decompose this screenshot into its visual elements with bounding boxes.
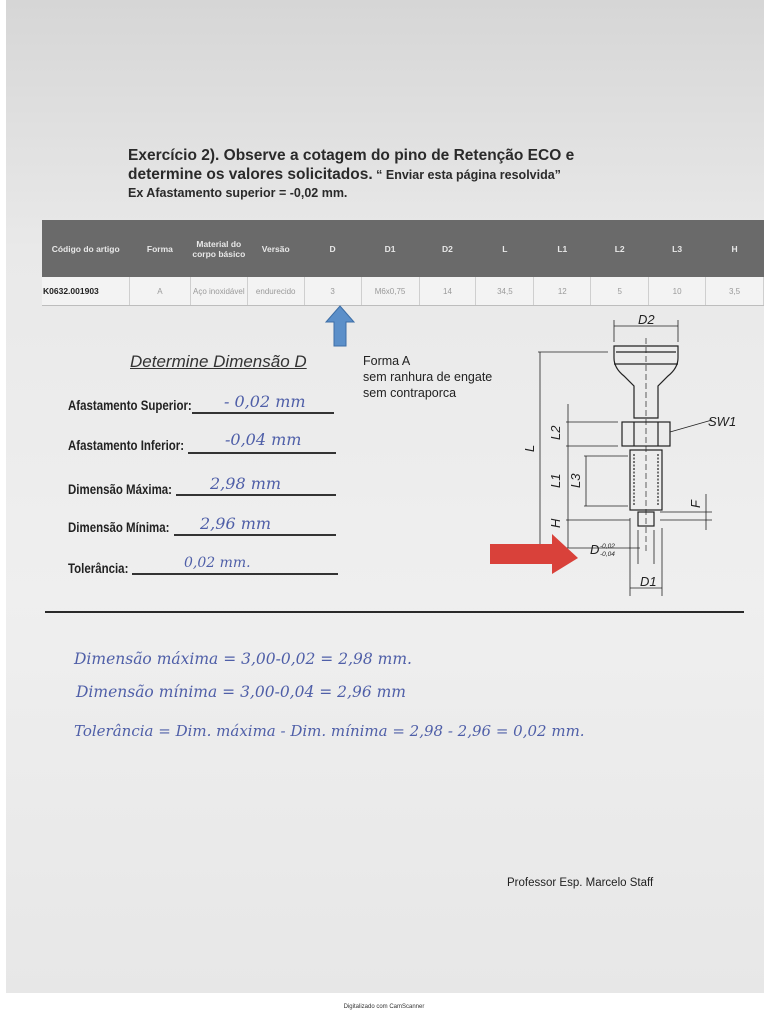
- drawing-label-l1: L1: [548, 473, 563, 488]
- signature: Professor Esp. Marcelo Staff: [507, 877, 654, 889]
- answer-value-tolerance: 0,02 mm.: [184, 555, 251, 571]
- answer-value-max-dimension: 2,98 mm: [210, 474, 282, 493]
- header-material: Material do corpo básico: [190, 220, 247, 277]
- drawing-label-d2: D2: [638, 312, 655, 327]
- answer-value-lower-deviation: -0,04 mm: [225, 430, 302, 449]
- drawing-label-l: L: [522, 444, 537, 452]
- answer-label-max-dimension: Dimensão Máxima:: [68, 481, 172, 497]
- cell-l2: 5: [591, 277, 649, 306]
- drawing-label-d-lower-tolerance: -0,04: [600, 551, 615, 558]
- cell-d1: M6x0,75: [361, 277, 419, 306]
- answer-value-upper-deviation: - 0,02 mm: [224, 392, 306, 411]
- title-line-2-main: determine os valores solicitados.: [128, 166, 373, 183]
- header-l3: L3: [649, 220, 706, 277]
- answer-line-min-dimension: [174, 534, 336, 536]
- exercise-title: [128, 146, 628, 202]
- cell-l: 34,5: [476, 277, 534, 306]
- cell-l1: 12: [534, 277, 591, 306]
- section-title: Determine Dimensão D: [130, 352, 307, 371]
- cell-h: 3,5: [706, 277, 764, 306]
- answer-label-lower-deviation: Afastamento Inferior:: [68, 437, 185, 453]
- forma-note-1: Forma A: [363, 354, 411, 368]
- drawing-label-h: H: [548, 518, 563, 528]
- cell-l3: 10: [649, 277, 706, 306]
- forma-note-3: sem contraporca: [363, 386, 457, 400]
- blue-up-arrow-icon: [324, 304, 356, 348]
- pin-technical-drawing: [480, 308, 760, 598]
- drawing-label-d-upper-tolerance: -0,02: [600, 543, 615, 550]
- cell-forma: A: [129, 277, 190, 306]
- drawing-label-f: F: [688, 500, 703, 508]
- header-h: H: [706, 220, 764, 277]
- spec-header-row: [42, 220, 764, 277]
- drawing-label-l3: L3: [568, 473, 583, 488]
- title-line-2-note: “ Enviar esta página resolvida”: [372, 168, 561, 182]
- answer-line-lower-deviation: [188, 452, 336, 454]
- scanner-footer: Digitalizado com CamScanner: [343, 1004, 425, 1010]
- answer-label-upper-deviation: Afastamento Superior:: [68, 397, 192, 413]
- cell-versao: endurecido: [247, 277, 304, 306]
- answer-line-tolerance: [132, 573, 338, 575]
- calculation-min: Dimensão mínima = 3,00-0,04 = 2,96 mm: [76, 683, 407, 701]
- cell-code: K0632.001903: [42, 277, 129, 306]
- forma-note-2: sem ranhura de engate: [363, 370, 493, 384]
- drawing-label-d: D: [590, 542, 600, 557]
- answer-label-min-dimension: Dimensão Mínima:: [68, 519, 170, 535]
- spec-data-row: [42, 277, 764, 306]
- header-versao: Versão: [247, 220, 304, 277]
- cell-material: Aço inoxidável: [190, 277, 247, 306]
- title-line-1: Exercício 2). Observe a cotagem do pino de Retenção ECO e: [128, 147, 575, 164]
- title-line-3: Ex Afastamento superior = -0,02 mm.: [128, 186, 348, 200]
- red-right-arrow-icon: [490, 534, 578, 574]
- header-l1: L1: [534, 220, 591, 277]
- drawing-label-l2: L2: [548, 425, 563, 440]
- header-l: L: [476, 220, 534, 277]
- answer-line-upper-deviation: [192, 412, 334, 414]
- forma-notes: [363, 353, 492, 401]
- section-divider: [45, 611, 744, 613]
- cell-d2: 14: [419, 277, 476, 306]
- answer-value-min-dimension: 2,96 mm: [200, 514, 272, 533]
- cell-d: 3: [304, 277, 361, 306]
- header-l2: L2: [591, 220, 649, 277]
- answer-label-tolerance: Tolerância:: [68, 560, 129, 576]
- title-line-2: [128, 165, 628, 185]
- drawing-label-d1: D1: [640, 574, 657, 589]
- calculation-tolerance: Tolerância = Dim. máxima - Dim. mínima = 2,98 - 2,96 = 0,02 mm.: [74, 722, 585, 740]
- header-d1: D1: [361, 220, 419, 277]
- header-forma: Forma: [129, 220, 190, 277]
- header-code: Código do artigo: [42, 220, 129, 277]
- answer-line-max-dimension: [176, 494, 336, 496]
- header-d2: D2: [419, 220, 476, 277]
- calculation-max: Dimensão máxima = 3,00-0,02 = 2,98 mm.: [74, 650, 412, 668]
- drawing-label-sw1: SW1: [708, 414, 737, 429]
- header-d: D: [304, 220, 361, 277]
- spec-table: [42, 220, 764, 306]
